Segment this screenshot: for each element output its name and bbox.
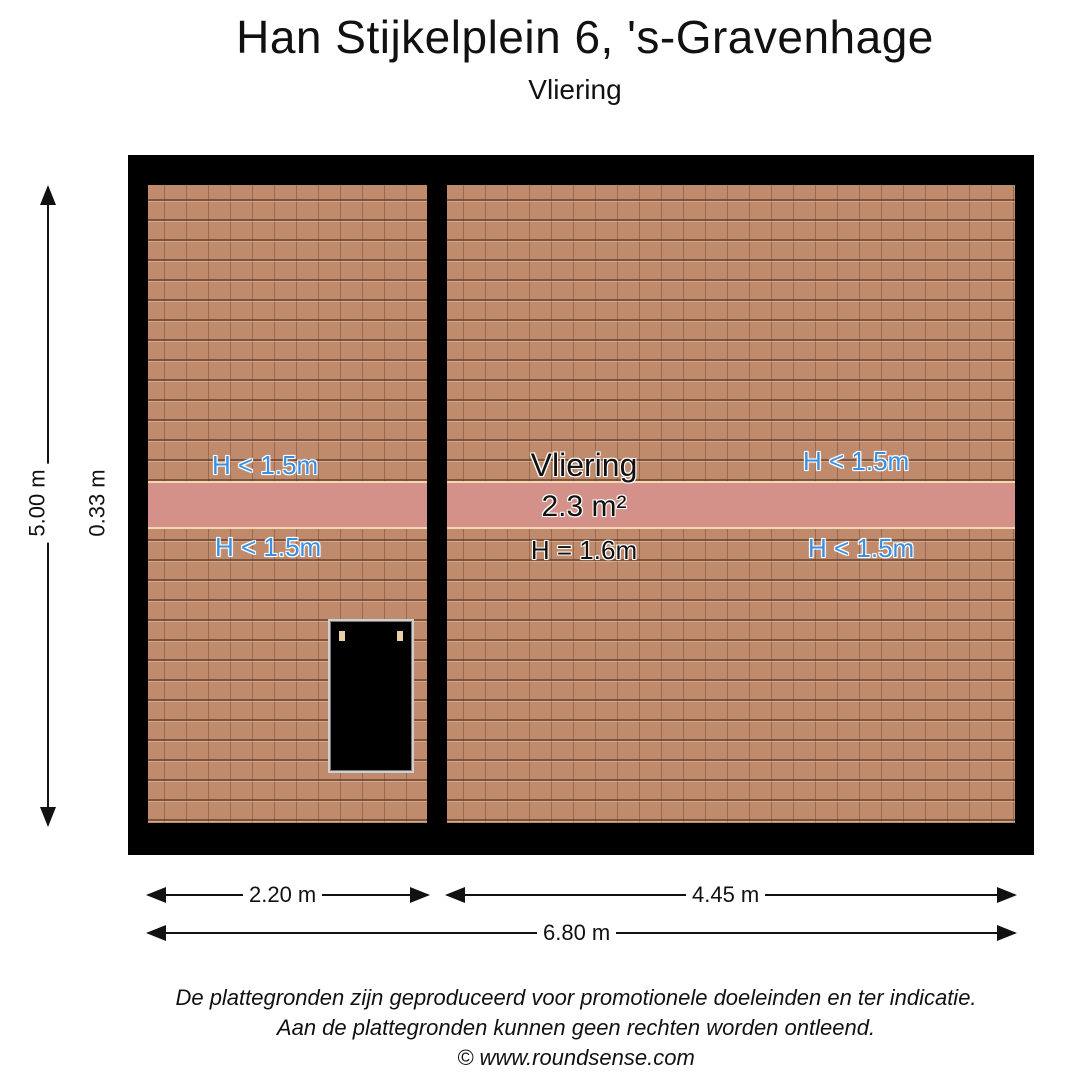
height-label-bottom-left: H < 1.5m	[215, 532, 322, 562]
disclaimer-line-2: Aan de plattegronden kunnen geen rechten worden ontleend.	[276, 1015, 876, 1040]
left-width-label: 2.20 m	[243, 882, 322, 908]
total-width-label: 6.80 m	[537, 920, 616, 946]
height-label-top-right: H < 1.5m	[803, 446, 910, 476]
floor-name: Vliering	[528, 74, 622, 105]
page-title: Han Stijkelplein 6, 's-Gravenhage	[236, 11, 934, 63]
band-depth-label: 0.33 m	[84, 469, 110, 537]
room-area: 2.3 m²	[541, 490, 627, 523]
height-label-bottom-right: H < 1.5m	[808, 533, 915, 563]
copyright-line: © www.roundsense.com	[457, 1045, 695, 1070]
right-width-label: 4.45 m	[686, 882, 765, 908]
disclaimer	[0, 983, 1080, 1073]
height-label-top-left: H < 1.5m	[212, 450, 319, 480]
disclaimer-line-1: De plattegronden zijn geproduceerd voor promotionele doeleinden en ter indicatie.	[175, 985, 977, 1010]
total-depth-label: 5.00 m	[25, 463, 51, 542]
room-name: Vliering	[530, 447, 638, 483]
room-height: H = 1.6m	[530, 535, 638, 565]
